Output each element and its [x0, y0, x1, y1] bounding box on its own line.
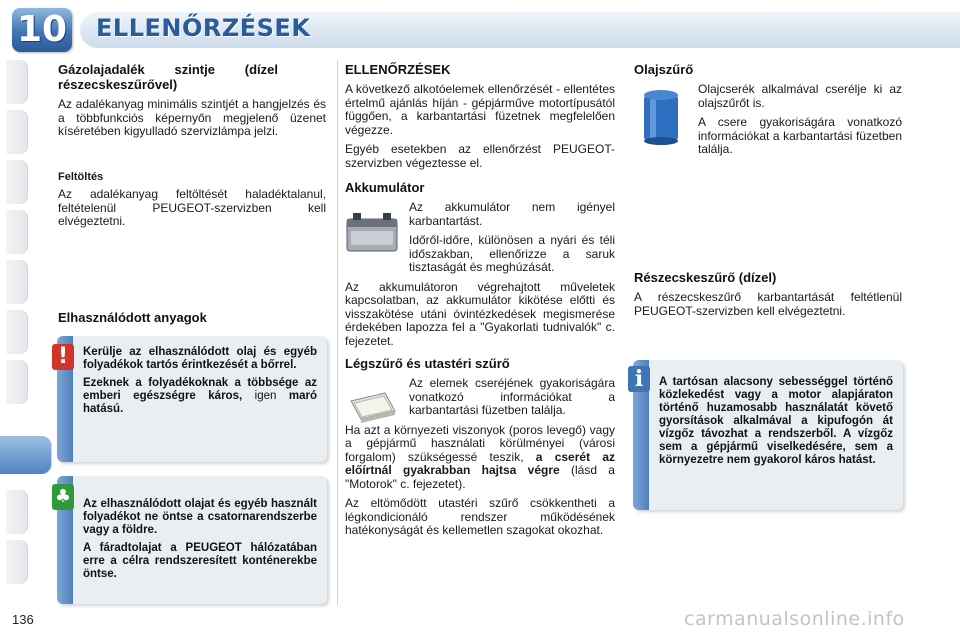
filters-text-3: Az eltömődött utastéri szűrő csökkentheti a légkondicionáló rendszer működésének hatékonyságát és kellemetlen szagokat okozhat. — [345, 496, 615, 537]
column-divider — [337, 60, 338, 605]
intro-title: ELLENŐRZÉSEK — [345, 62, 451, 77]
warning-text-2c: maró hatású. — [83, 390, 317, 415]
filters-title: Légszűrő és utastéri szűrő — [345, 356, 510, 371]
eco-box-content — [83, 498, 317, 586]
info-icon: i — [628, 366, 650, 392]
filters-text-2c: (lásd a "Motorok" c. fejezetet). — [345, 463, 615, 491]
chapter-tab[interactable] — [6, 110, 28, 154]
filters-text-1: Az elemek cseréjének gyakoriságára vonatkozó információkat a karbantartási füzetben találja. — [409, 376, 615, 417]
particle-filter-text: A részecskeszűrő karbantartását feltétlenül PEUGEOT-szervizben kell elvégeztetni. — [634, 290, 902, 318]
section-title-used-materials: Elhasználódott anyagok — [58, 310, 207, 325]
battery-title: Akkumulátor — [345, 180, 425, 195]
eco-text-2: A fáradtolajat a PEUGEOT hálózatában erre a célra rendszeresített konténerekbe öntse. — [83, 542, 317, 580]
chapter-tab[interactable] — [6, 210, 28, 254]
left-column — [58, 62, 326, 235]
additive-body: Az adalékanyag minimális szintjét a hangjelzés és a többfunkciós képernyőn megjelenő üzenet kíséretében kigyulladó szervizlámpa jelzi. — [58, 97, 326, 138]
battery-text-1: Az akkumulátor nem igényel karbantartást. — [409, 200, 615, 228]
battery-text-3: Az akkumulátoron végrehajtott műveletek kapcsolatban, az akkumulátor kikötése előtti és visszakötése utáni óvintézkedések megismerése érdekében lapozza fel a "Gyakorlati tudnivalók" c. fejezetet. — [345, 279, 615, 348]
warning-text-2a: Ezeknek a folyadékoknak a többsége az emberi egészségre káros, — [83, 377, 317, 402]
eco-box — [57, 476, 327, 604]
info-box — [633, 360, 903, 510]
battery-block — [345, 201, 615, 275]
page-number: 136 — [12, 612, 34, 627]
info-text: A tartósan alacsony sebességgel történő közlekedést vagy a motor alapjáraton történő huzamosabb használatát követő gyorsítások alkalmával a kipufogón át vízgőz távozhat a rendszerből. A vízgőz sem a gépjármű viselkedésére, sem a környezetre nem gyakorol káros hatást. — [659, 376, 893, 466]
refill-subtitle: Feltöltés — [58, 170, 104, 183]
air-filter-icon — [345, 383, 399, 433]
chapter-tab[interactable] — [6, 60, 28, 104]
oil-filter-icon — [640, 87, 682, 147]
middle-column — [345, 62, 615, 544]
exclamation-icon: ! — [52, 344, 74, 370]
refill-body: Az adalékanyag feltöltését haladéktalanul, feltételenül PEUGEOT-szervizben kell elvégeztetni. — [58, 187, 326, 228]
battery-text-2: Időről-időre, különösen a nyári és téli időszakban, ellenőrizze a saruk tisztaságát és meghúzását. — [409, 233, 615, 274]
chapter-tab[interactable] — [6, 540, 28, 584]
battery-icon — [345, 209, 399, 255]
particle-filter-section — [634, 270, 902, 324]
chapter-tab[interactable] — [6, 310, 28, 354]
chapter-tab[interactable] — [6, 260, 28, 304]
warning-text-1: Kerülje az elhasználódott olaj és egyéb folyadékok tartós érintkezését a bőrrel. — [83, 346, 317, 371]
warning-box — [57, 336, 327, 462]
particle-filter-title: Részecskeszűrő (dízel) — [634, 270, 777, 285]
filters-text-2b: a cserét az előírtnál gyakrabban hajtsa végre — [345, 449, 615, 477]
warning-text-2b: igen — [254, 390, 277, 402]
chapter-tab[interactable] — [6, 490, 28, 534]
oil-filter-title: Olajszűrő — [634, 62, 694, 77]
filters-text-2 — [345, 424, 615, 492]
warning-box-content — [83, 346, 317, 421]
oil-filter-text-1: Olajcserék alkalmával cserélje ki az olajszűrőt is. — [698, 82, 902, 110]
eco-text-1: Az elhasználódott olajat és egyéb használt folyadékot ne öntse a csatornarendszerbe vagy a földre. — [83, 498, 317, 536]
tree-icon: ♣ — [52, 484, 74, 510]
filters-block — [345, 377, 615, 418]
chapter-tab[interactable] — [6, 160, 28, 204]
chapter-tabs — [0, 60, 52, 580]
chapter-badge: 10 — [12, 8, 72, 52]
chapter-tab[interactable] — [6, 360, 28, 404]
filters-text-2a: Ha azt a környezeti viszonyok (poros levegő) vagy a gépjármű használati körülményei (városi forgalom) szükségessé teszik, — [345, 422, 615, 464]
intro-text-1: A következő alkotóelemek ellenőrzését - ellentétes értelmű ajánlás híján - gépjárműve motortípusától függően, a karbantartási füzetnek megfelelően végezze. — [345, 82, 615, 137]
watermark: carmanualsonline.info — [684, 608, 905, 630]
info-box-content — [659, 376, 893, 472]
right-column — [634, 62, 902, 173]
intro-text-2: Egyéb esetekben az ellenőrzést PEUGEOT-szervizben végeztesse el. — [345, 142, 615, 170]
warning-text-2 — [83, 377, 317, 416]
section-title-additive: Gázolajadalék szintje (dízel részecskeszűrővel) — [58, 62, 278, 92]
page-title: ELLENŐRZÉSEK — [96, 14, 311, 42]
oil-filter-block — [634, 83, 902, 173]
oil-filter-text-2: A csere gyakoriságára vonatkozó információkat a karbantartási füzetben találja. — [698, 115, 902, 156]
chapter-tab-active[interactable] — [0, 436, 52, 474]
